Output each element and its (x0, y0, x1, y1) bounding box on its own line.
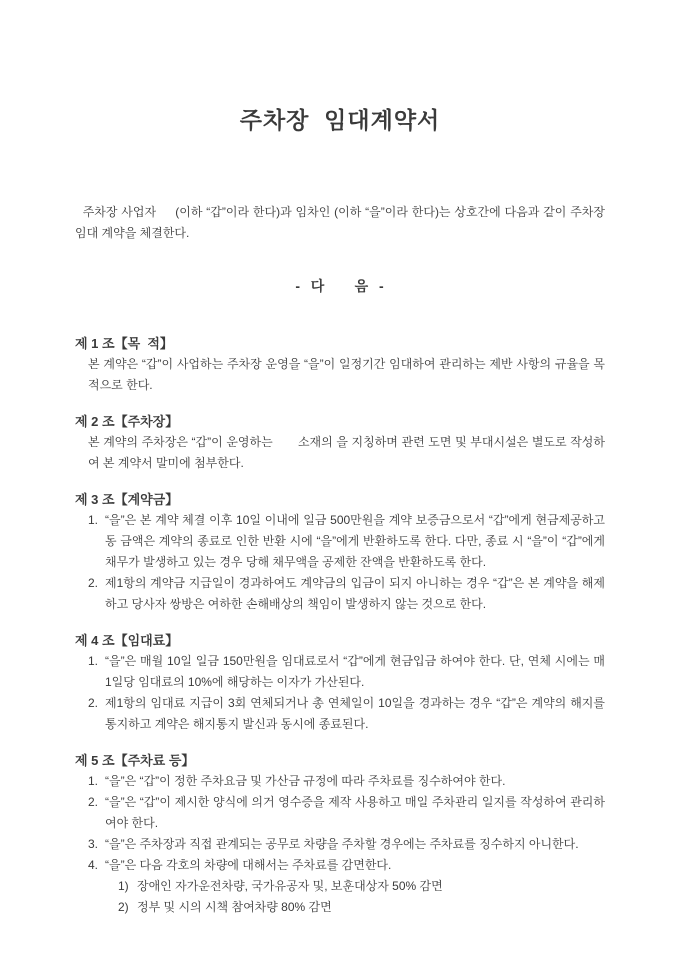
article-section (75, 750, 605, 918)
numbered-item (88, 573, 605, 615)
article-heading: 제 4 조【임대료】 (75, 633, 179, 648)
article-section (75, 489, 609, 615)
numbered-item-number: 1. (88, 654, 99, 668)
article-section (75, 333, 605, 396)
numbered-item-content (105, 771, 605, 792)
numbered-item-content (105, 573, 605, 615)
numbered-item-text: “을”은 “갑”이 제시한 양식에 의거 영수증을 제작 사용하고 매일 주차관리 일지를 작성하여 관리하여야 한다. (105, 795, 605, 830)
sub-item-number: 1) (118, 879, 129, 893)
article-section (75, 411, 605, 474)
numbered-item-text: “을”은 “갑”이 정한 주차요금 및 가산금 규정에 따라 주차료를 징수하여야 한다. (105, 774, 506, 788)
numbered-item-list (75, 510, 609, 615)
sub-item-content (137, 897, 605, 918)
numbered-item-text: “을”은 주차장과 직접 관계되는 공무로 차량을 주차할 경우에는 주차료를 징수하지 아니한다. (105, 837, 579, 851)
article-heading: 제 2 조【주차장】 (75, 414, 179, 429)
numbered-item-number: 2. (88, 795, 99, 809)
numbered-item-content (105, 834, 605, 855)
article-section (75, 630, 609, 735)
sub-item (118, 897, 605, 918)
numbered-item-number: 3. (88, 837, 99, 851)
numbered-item-content (105, 510, 609, 573)
article-body: 본 계약의 주차장은 “갑”이 운영하는 소재의 을 지칭하며 관련 도면 및 부대시설은 별도로 작성하여 본 계약서 말미에 첨부한다. (88, 435, 605, 470)
numbered-item-text: 제1항의 계약금 지급일이 경과하여도 계약금의 입금이 되지 아니하는 경우 “갑”은 본 계약을 해제하고 당사자 쌍방은 여하한 손해배상의 책임이 발생하지 않는 것으로 한다. (105, 576, 605, 611)
numbered-item-text: “을”은 다음 각호의 차량에 대해서는 주차료를 감면한다. (105, 858, 392, 872)
numbered-item-content (105, 651, 609, 693)
sub-item (118, 876, 605, 897)
numbered-item (88, 771, 605, 792)
intro-paragraph: 주차장 사업자 (이하 “갑”이라 한다)과 임차인 (이하 “을”이라 한다)는 상호간에 다음과 같이 주차장 임대 계약을 체결한다. (75, 205, 609, 240)
sub-item-number: 2) (118, 900, 129, 914)
articles-container (75, 333, 609, 918)
divider-heading: - 다 음 - (295, 278, 385, 294)
sub-item-list (105, 876, 605, 918)
article-heading: 제 1 조【목 적】 (75, 336, 173, 351)
numbered-item-content (105, 855, 605, 918)
sub-item-text: 정부 및 시의 시책 참여차량 80% 감면 (137, 900, 332, 914)
numbered-item (88, 855, 605, 918)
numbered-item-content (105, 792, 605, 834)
numbered-item (88, 834, 605, 855)
numbered-item-number: 1. (88, 774, 99, 788)
numbered-item-number: 2. (88, 696, 99, 710)
sub-item-content (137, 876, 605, 897)
sub-item-text: 장애인 자가운전차량, 국가유공자 및, 보훈대상자 50% 감면 (137, 879, 443, 893)
numbered-item-number: 2. (88, 576, 99, 590)
numbered-item (88, 693, 609, 735)
article-body: 본 계약은 “갑”이 사업하는 주차장 운영을 “을”이 일정기간 임대하여 관리하는 제반 사항의 규율을 목적으로 한다. (88, 357, 605, 392)
numbered-item-content (105, 693, 609, 735)
numbered-item (88, 510, 609, 573)
numbered-item (88, 792, 605, 834)
numbered-item (88, 651, 609, 693)
numbered-item-text: “을”은 본 계약 체결 이후 10일 이내에 일금 500만원을 계약 보증금으로서 “갑”에게 현금제공하고 동 금액은 계약의 종료로 인한 반환 시에 “을”에게 반환하도록 한다. 다만, 종료 시 “을”이 “갑”에게 채무가 발생하고 있는 경우 당해 채무액을 공제한 잔액을 반환하도록 한다. (105, 513, 609, 569)
numbered-item-number: 4. (88, 858, 99, 872)
numbered-item-number: 1. (88, 513, 99, 527)
article-heading: 제 5 조【주차료 등】 (75, 753, 195, 768)
numbered-item-text: 제1항의 임대료 지급이 3회 연체되거나 총 연체일이 10일을 경과하는 경우 “갑”은 계약의 해지를 통지하고 계약은 해지통지 발신과 동시에 종료된다. (105, 696, 609, 731)
numbered-item-text: “을”은 매월 10일 일금 150만원을 임대료로서 “갑”에게 현금입금 하여야 한다. 단, 연체 시에는 매 1일당 임대료의 10%에 해당하는 이자가 가산된다. (105, 654, 609, 689)
article-heading: 제 3 조【계약금】 (75, 492, 179, 507)
document-title: 주차장 임대계약서 (239, 107, 441, 133)
numbered-item-list (75, 651, 609, 735)
numbered-item-list (75, 771, 605, 918)
